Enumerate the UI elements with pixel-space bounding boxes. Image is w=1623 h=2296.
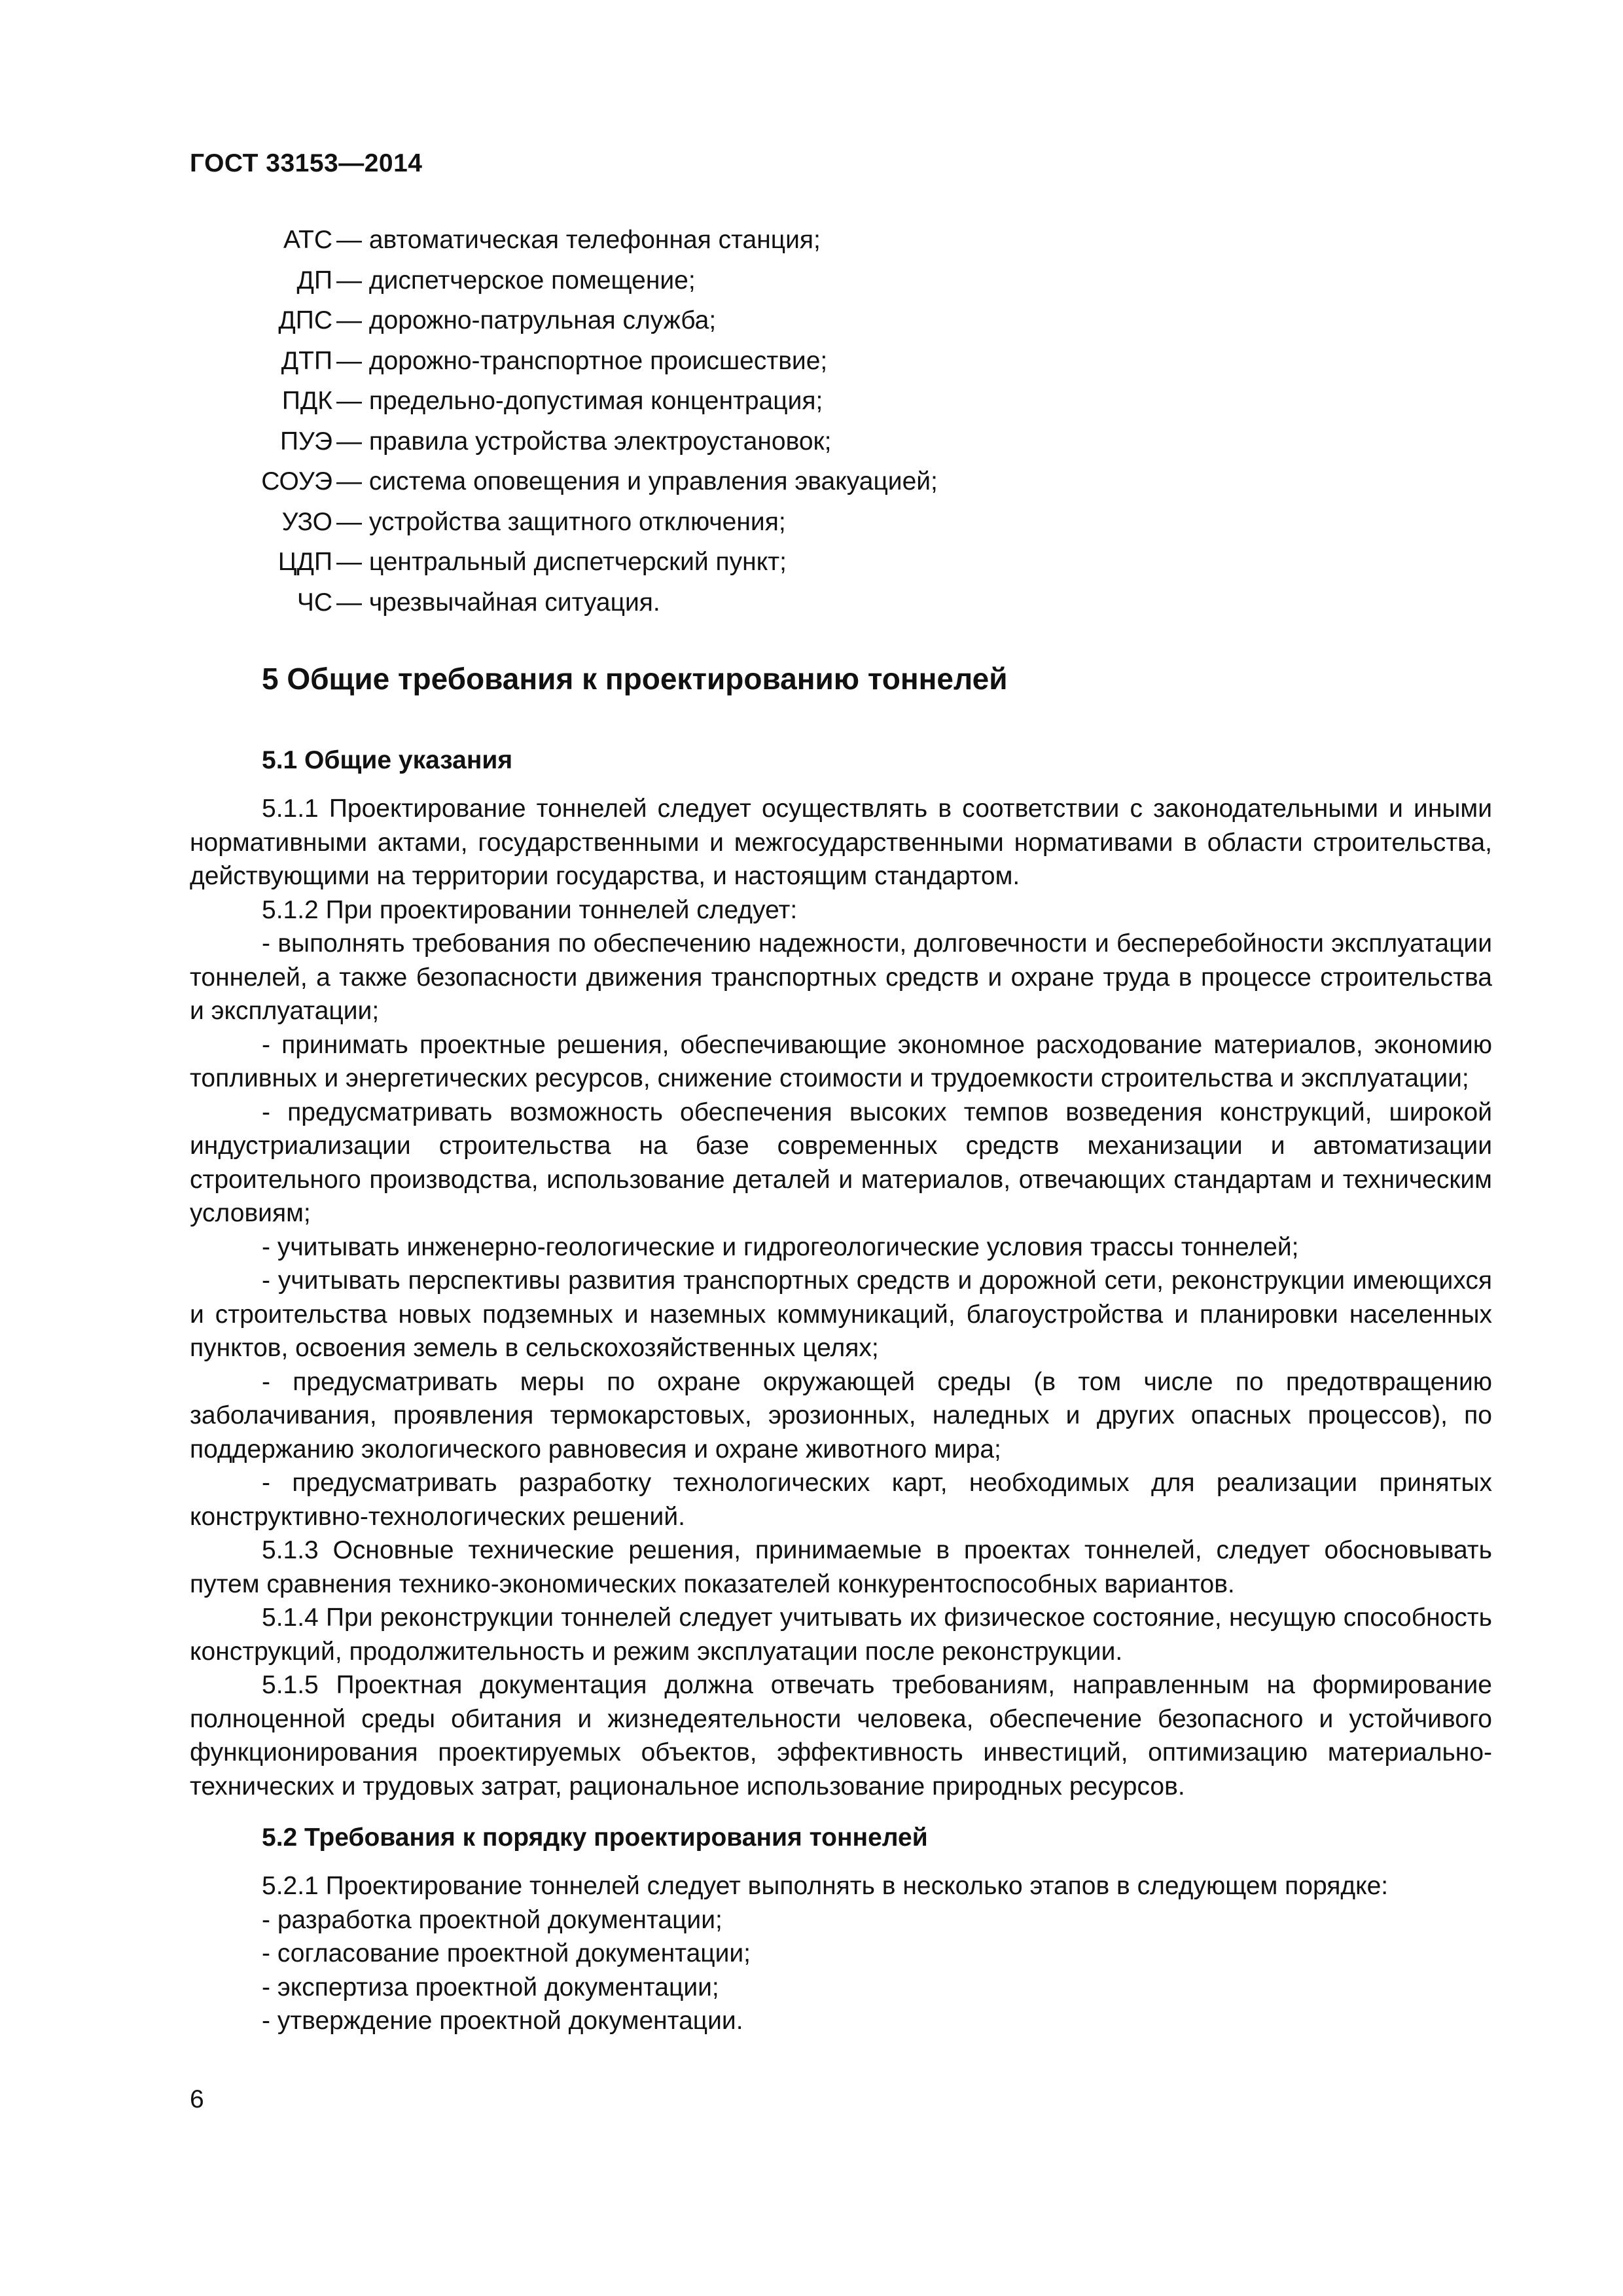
abbreviation-description: — дорожно-транспортное происшествие; [336, 346, 828, 375]
subsection-body [190, 1869, 1492, 2038]
document-header: ГОСТ 33153—2014 [190, 149, 423, 177]
abbreviation-item [0, 583, 1623, 623]
abbreviation-item [0, 300, 1623, 341]
abbreviation-item [0, 461, 1623, 502]
paragraph: 5.1.1 Проектирование тоннелей следует осуществлять в соответствии с законодательными и иными нормативными актами, государственными и межгосударственными нормативами в области строительства, действующими на территории государства, и настоящим стандартом. [190, 795, 1492, 890]
section-title: 5 Общие требования к проектированию тоннелей [262, 662, 1008, 696]
abbreviation-list [0, 220, 1623, 622]
abbreviation-item [0, 341, 1623, 382]
page-number: 6 [190, 2085, 204, 2113]
list-item: - учитывать инженерно-геологические и гидрогеологические условия трассы тоннелей; [262, 1232, 1299, 1261]
abbreviation-description: — устройства защитного отключения; [336, 507, 786, 536]
abbreviation-description: — автоматическая телефонная станция; [336, 226, 821, 254]
abbreviation-code: УЗО [281, 507, 332, 536]
abbreviation-description: — дорожно-патрульная служба; [336, 306, 717, 334]
subsection-body [190, 792, 1492, 1803]
abbreviation-item [0, 542, 1623, 583]
abbreviation-description: — диспетчерское помещение; [336, 266, 696, 295]
abbreviation-item [0, 260, 1623, 301]
abbreviation-code: ДТП [281, 346, 332, 375]
abbreviation-item [0, 422, 1623, 462]
subsection-title: 5.2 Требования к порядку проектирования тоннелей [262, 1823, 928, 1852]
subsection-title: 5.1 Общие указания [262, 746, 513, 774]
list-item: - предусматривать меры по охране окружающей среды (в том числе по предотвращению заболачивания, проявления термокарстовых, эрозионных, наледных и других опасных процессов), по поддержанию экологического равновесия и охране животного мира; [190, 1367, 1492, 1463]
abbreviation-description: — предельно-допустимая концентрация; [336, 387, 823, 415]
list-item: - предусматривать возможность обеспечения высоких темпов возведения конструкций, широкой индустриализации строительства на базе современных средств механизации и автоматизации строительного производства, использование деталей и материалов, отвечающих стандартам и техническим условиям; [190, 1098, 1492, 1227]
paragraph: 5.1.2 При проектировании тоннелей следует: [262, 895, 798, 924]
abbreviation-code: АТС [283, 226, 332, 254]
abbreviation-item [0, 220, 1623, 260]
abbreviation-description: — чрезвычайная ситуация. [336, 588, 660, 617]
paragraph: 5.1.5 Проектная документация должна отвечать требованиям, направленным на формирование полноценной среды обитания и жизнедеятельности человека, обеспечение безопасного и устойчивого функционирования проектируемых объектов, эффективность инвестиций, оптимизацию материально-технических и трудовых затрат, рациональное использование природных ресурсов. [190, 1671, 1492, 1801]
list-item: - учитывать перспективы развития транспортных средств и дорожной сети, реконструкции имеющихся и строительства новых подземных и наземных коммуникаций, благоустройства и планировки населенных пунктов, освоения земель в сельскохозяйственных целях; [190, 1266, 1492, 1362]
list-item: - разработка проектной документации; [262, 1905, 722, 1934]
abbreviation-code: ПУЭ [280, 427, 332, 456]
abbreviation-item [0, 502, 1623, 543]
abbreviation-code: ПДК [281, 387, 332, 415]
abbreviation-description: — центральный диспетчерский пункт; [336, 548, 787, 576]
list-item: - утверждение проектной документации. [262, 2007, 743, 2035]
abbreviation-code: СОУЭ [261, 467, 332, 495]
paragraph: 5.1.4 При реконструкции тоннелей следует учитывать их физическое состояние, несущую способность конструкций, продолжительность и режим эксплуатации после реконструкции. [190, 1604, 1492, 1666]
abbreviation-item [0, 381, 1623, 422]
paragraph: 5.2.1 Проектирование тоннелей следует выполнять в несколько этапов в следующем порядке: [262, 1872, 1389, 1900]
abbreviation-description: — правила устройства электроустановок; [336, 427, 832, 456]
abbreviation-code: ДП [296, 266, 332, 295]
list-item: - выполнять требования по обеспечению надежности, долговечности и бесперебойности эксплуатации тоннелей, а также безопасности движения транспортных средств и охране труда в процессе строительства и эксплуатации; [190, 929, 1492, 1025]
paragraph: 5.1.3 Основные технические решения, принимаемые в проектах тоннелей, следует обосновывать путем сравнения технико-экономических показателей конкурентоспособных вариантов. [190, 1536, 1492, 1598]
list-item: - экспертиза проектной документации; [262, 1973, 719, 2001]
list-item: - согласование проектной документации; [262, 1939, 751, 1967]
abbreviation-code: ЧС [296, 588, 332, 617]
list-item: - принимать проектные решения, обеспечивающие экономное расходование материалов, экономию топливных и энергетических ресурсов, снижение стоимости и трудоемкости строительства и эксплуатации; [190, 1030, 1492, 1092]
abbreviation-description: — система оповещения и управления эвакуацией; [336, 467, 938, 495]
abbreviation-code: ЦДП [277, 548, 332, 576]
list-item: - предусматривать разработку технологических карт, необходимых для реализации принятых конструктивно-технологических решений. [190, 1469, 1492, 1531]
abbreviation-code: ДПС [278, 306, 332, 334]
